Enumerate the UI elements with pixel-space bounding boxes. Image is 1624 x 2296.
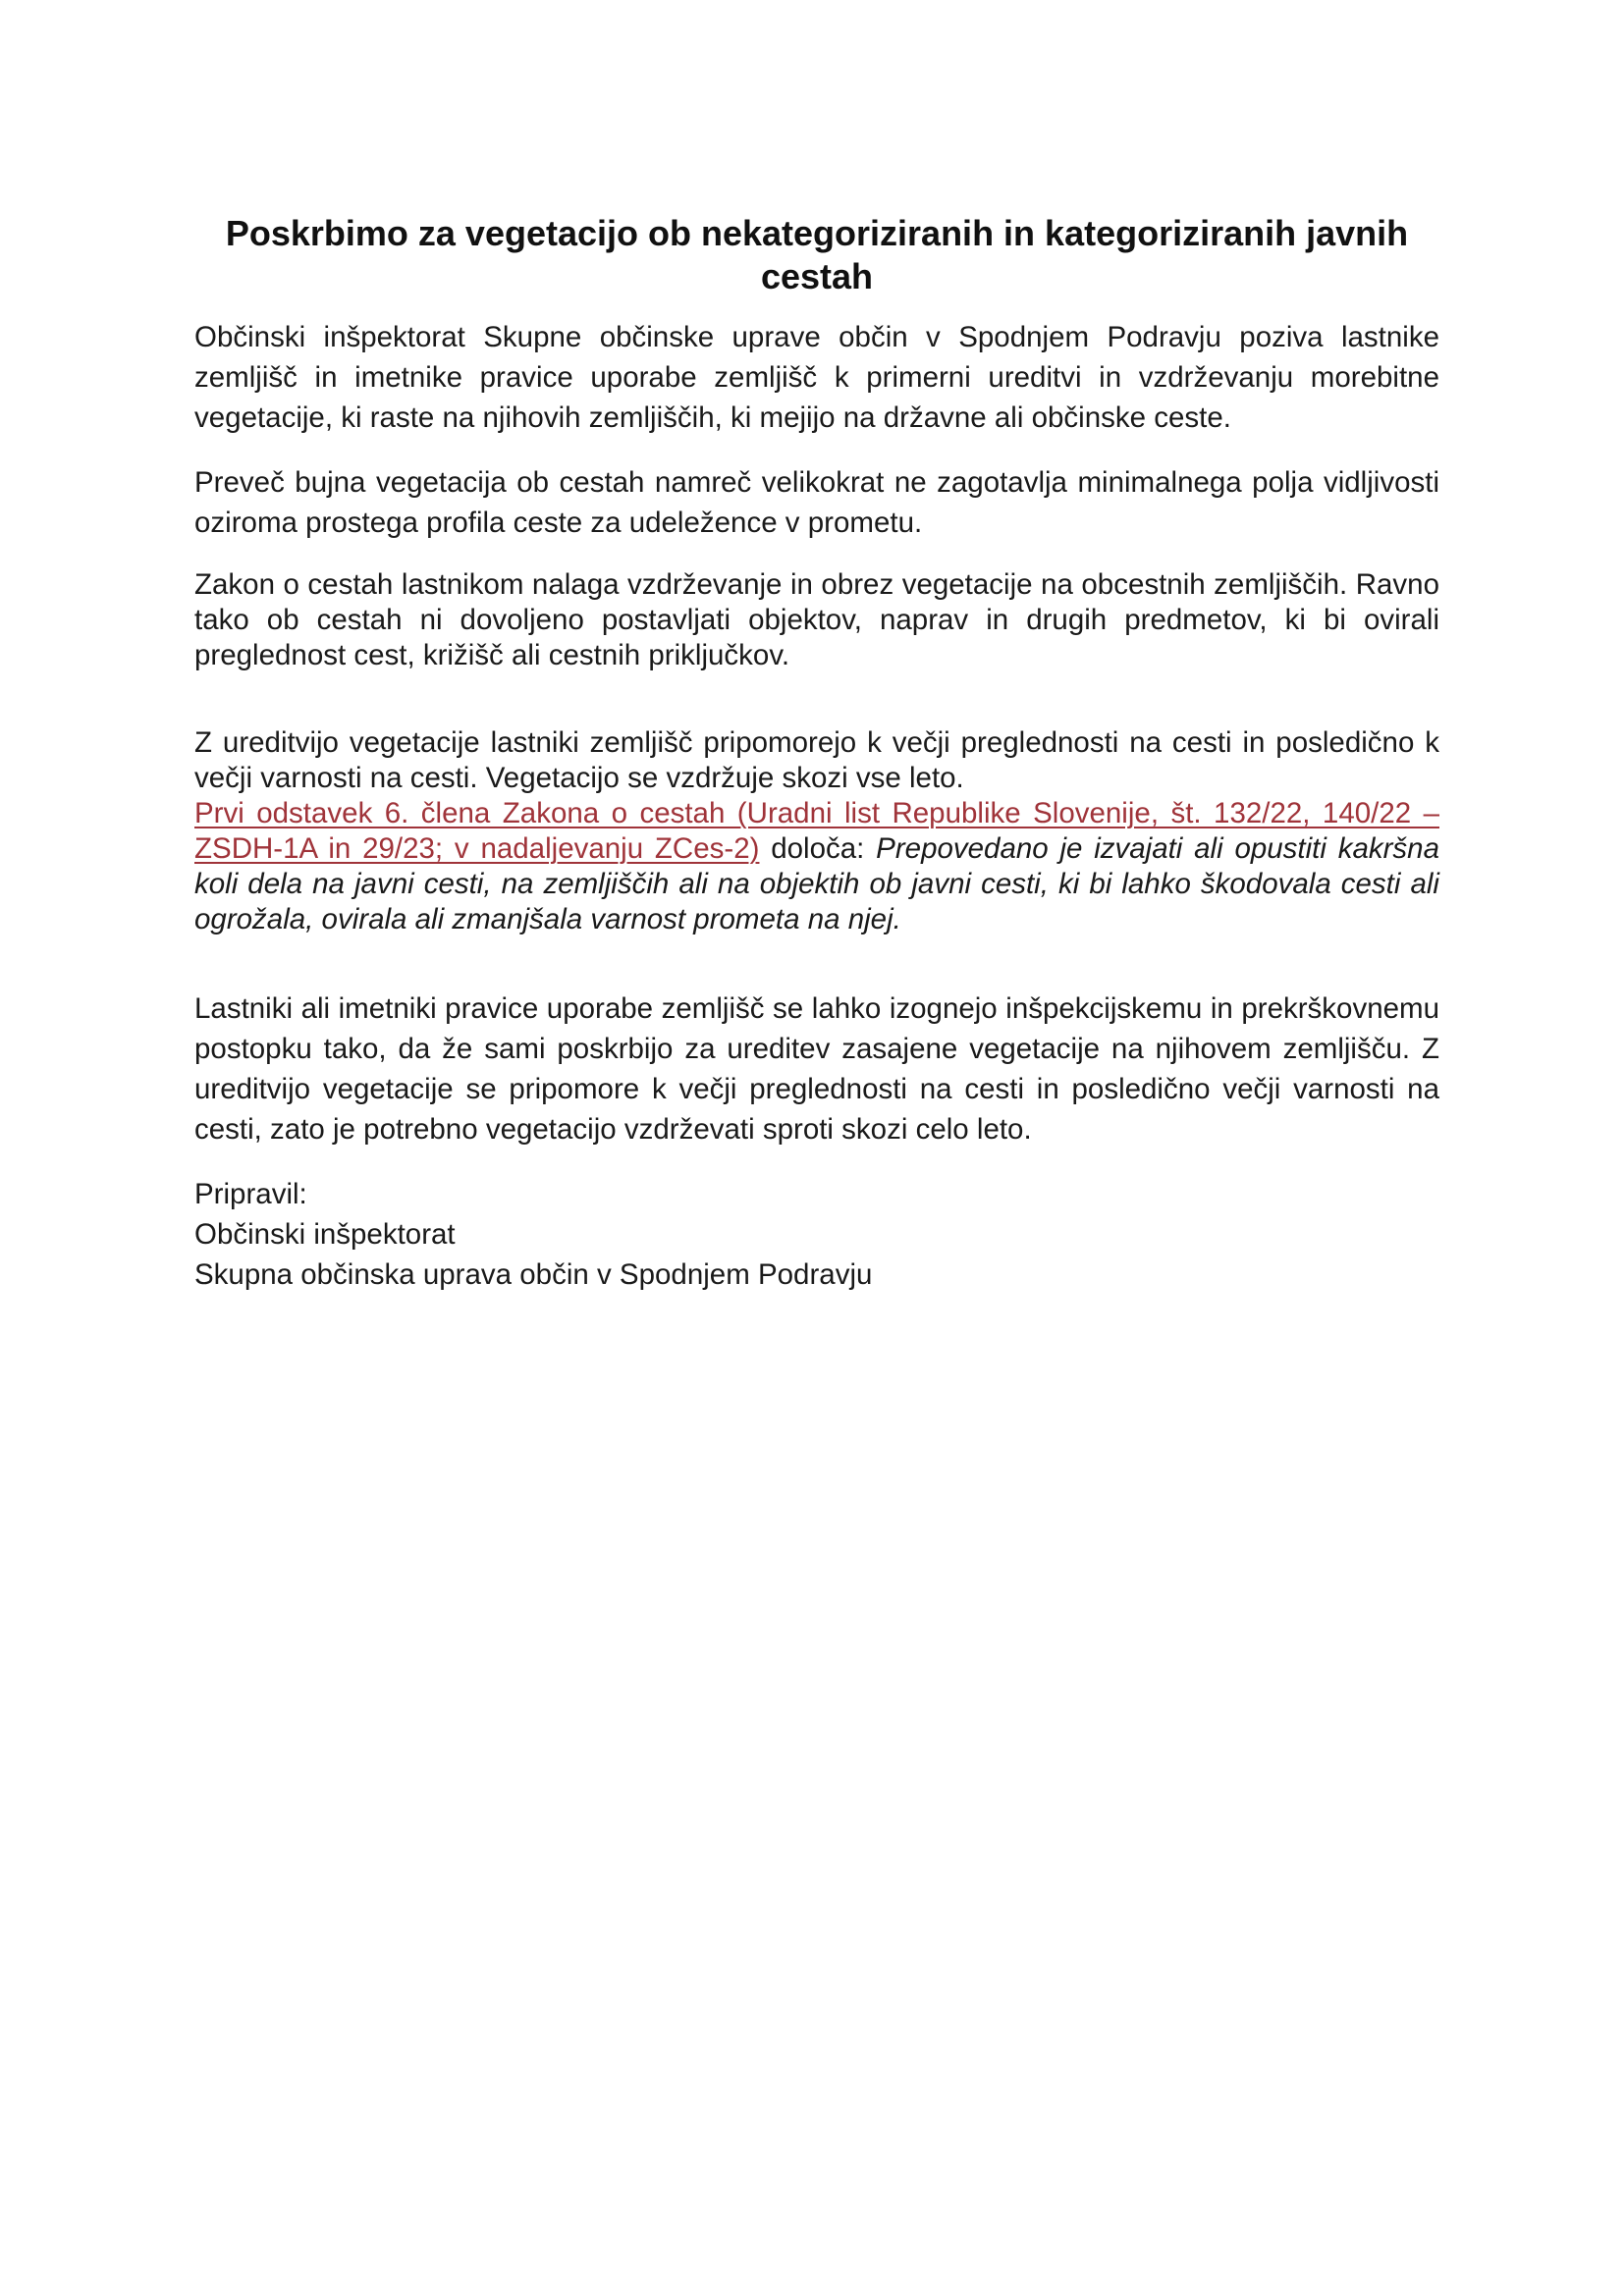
signature-administration: Skupna občinska uprava občin v Spodnjem Podravju (194, 1258, 873, 1291)
signature-block (194, 1174, 1439, 1295)
vegetation-safety-paragraph: Z ureditvijo vegetacije lastniki zemljišč pripomorejo k večji preglednosti na cesti in posledično k večji varnosti na cesti. Vegetacijo se vzdržuje skozi vse leto. (194, 726, 1439, 794)
intro-paragraph: Občinski inšpektorat Skupne občinske uprave občin v Spodnjem Podravju poziva lastnike zemljišč in imetnike pravice uporabe zemljišč k primerni ureditvi in vzdrževanju morebitne vegetacije, ki raste na njihovih zemljiščih, ki mejijo na državne ali občinske ceste. (194, 321, 1439, 434)
visibility-paragraph: Preveč bujna vegetacija ob cestah namreč velikokrat ne zagotavlja minimalnega polja vidljivosti oziroma prostega profila ceste za udeležence v prometu. (194, 466, 1439, 539)
avoid-procedure-paragraph: Lastniki ali imetniki pravice uporabe zemljišč se lahko izognejo inšpekcijskemu in prekrškovnemu postopku tako, da že sami poskrbijo za ureditev zasajene vegetacije na njihovem zemljišču. Z ureditvijo vegetacije se pripomore k večji preglednosti na cesti in posledično večji varnosti na cesti, zato je potrebno vegetacijo vzdrževati sproti skozi celo leto. (194, 992, 1439, 1146)
road-law-paragraph: Zakon o cestah lastnikom nalaga vzdrževanje in obrez vegetacije na obcestnih zemljiščih. Ravno tako ob cestah ni dovoljeno postavljati objektov, naprav in drugih predmetov, ki bi ovirali preglednost cest, križišč ali cestnih priključkov. (194, 568, 1439, 671)
legal-quote-text: Prepovedano je izvajati ali opustiti kakršna koli dela na javni cesti, na zemljiščih ali na objektih ob javni cesti, ki bi lahko škodovala cesti ali ogrožala, ovirala ali zmanjšala varnost prometa na njej. (194, 832, 1439, 935)
document-page (194, 212, 1439, 1295)
document-title: Poskrbimo za vegetacijo ob nekategoriziranih in kategoriziranih javnih cestah (225, 213, 1409, 296)
legal-provision-paragraph (194, 796, 1439, 937)
signature-label: Pripravil: (194, 1178, 307, 1210)
signature-inspectorate: Občinski inšpektorat (194, 1218, 456, 1251)
legal-connector-text: določa: (759, 832, 877, 865)
legal-reference-link[interactable]: Prvi odstavek 6. člena Zakona o cestah (Uradni list Republike Slovenije, št. 132/22, 140/22 – ZSDH-1A in 29/23; v nadaljevanju ZCes-2) (194, 797, 1439, 865)
